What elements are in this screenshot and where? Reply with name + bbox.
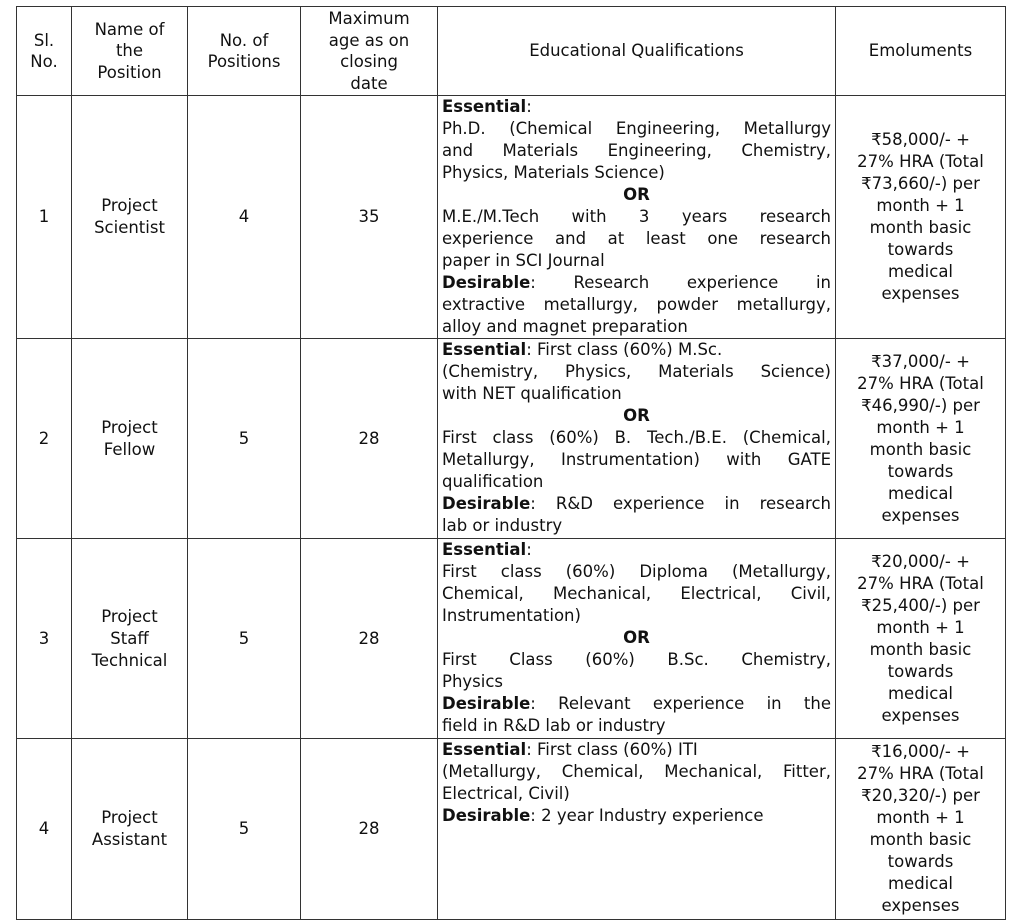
qualification-line: First class (60%) Diploma (Metallurgy, [442, 562, 831, 581]
table-row [17, 739, 1006, 920]
essential-line [442, 739, 831, 761]
emolument-line: medical [887, 483, 954, 503]
essential-text: : First class (60%) ITI [526, 740, 698, 759]
position-name: Project [101, 196, 158, 215]
positions-table [16, 6, 1006, 920]
essential-suffix: : [526, 540, 532, 559]
positions-count-cell: 5 [188, 339, 301, 539]
or-separator: OR [623, 628, 650, 647]
emolument-line: ₹46,990/-) per [861, 395, 980, 415]
qualification-line: Chemical, Mechanical, Electrical, Civil, [442, 584, 831, 603]
emolument-line: 27% HRA (Total [857, 764, 984, 783]
emolument-line: expenses [881, 505, 960, 525]
position-name-cell [72, 739, 188, 920]
emolument-line: expenses [881, 896, 960, 915]
emolument-line: towards [887, 852, 954, 871]
position-name: Project [101, 808, 158, 827]
emolument-line: 27% HRA (Total [857, 152, 984, 171]
emolument-line: medical [887, 262, 954, 281]
emolument-line: medical [887, 683, 954, 703]
header-row [17, 7, 1006, 96]
qualification-line: Instrumentation) [442, 606, 581, 625]
desirable-text: : 2 year Industry experience [530, 806, 764, 825]
qualification-line: First Class (60%) B.Sc. Chemistry, [442, 650, 831, 669]
qualification-line: extractive metallurgy, powder metallurgy, [442, 295, 831, 314]
qualification-line: experience and at least one research [442, 229, 831, 248]
essential-text: : First class (60%) M.Sc. [526, 340, 723, 359]
header-text: Position [97, 62, 162, 82]
qualification-line: with NET qualification [442, 384, 622, 403]
position-name: Scientist [94, 218, 165, 237]
emolument-line: month + 1 [876, 417, 965, 437]
sl-no-cell: 4 [17, 739, 72, 920]
max-age-cell: 28 [301, 539, 438, 739]
header-text: the [115, 41, 144, 61]
emolument-line: expenses [881, 705, 960, 725]
or-separator: OR [623, 185, 650, 204]
qualification-line: First class (60%) B. Tech./B.E. (Chemical, [442, 428, 831, 447]
emolument-line: month + 1 [876, 196, 965, 215]
desirable-text: : R&D experience in research [530, 494, 831, 513]
max-age-cell: 28 [301, 739, 438, 920]
qualification-line: Electrical, Civil) [442, 784, 570, 803]
header-text: No. [30, 52, 58, 71]
header-emoluments: Emoluments [836, 7, 1006, 96]
qualifications-cell [438, 539, 836, 739]
emolument-line: ₹25,400/-) per [861, 595, 980, 615]
emolument-line: month basic [869, 830, 972, 849]
qualification-line: (Chemistry, Physics, Materials Science) [442, 362, 831, 381]
qualification-line: M.E./M.Tech with 3 years research [442, 207, 831, 226]
max-age-cell: 28 [301, 339, 438, 539]
header-text: age as on [328, 30, 410, 50]
emolument-line: towards [887, 240, 954, 259]
emolument-line: towards [887, 461, 954, 481]
desirable-label: Desirable [442, 494, 531, 513]
sl-no-cell: 3 [17, 539, 72, 739]
desirable-label: Desirable [442, 273, 531, 292]
qualification-line: and Materials Engineering, Chemistry, [442, 141, 831, 160]
position-name-cell [72, 96, 188, 339]
emolument-line: 27% HRA (Total [857, 573, 984, 593]
emolument-line: expenses [881, 284, 960, 303]
sl-no-cell: 1 [17, 96, 72, 339]
emolument-line: 27% HRA (Total [857, 373, 984, 393]
qualification-line: Physics, Materials Science) [442, 163, 665, 182]
desirable-text: : Relevant experience in the [530, 694, 831, 713]
table-row [17, 539, 1006, 739]
emolument-line: ₹73,660/-) per [861, 174, 980, 193]
max-age-cell: 35 [301, 96, 438, 339]
essential-line [442, 339, 831, 361]
emolument-line: ₹16,000/- + [871, 742, 970, 761]
positions-count-cell: 4 [188, 96, 301, 339]
header-text: Positions [207, 52, 281, 71]
positions-count-cell: 5 [188, 539, 301, 739]
emolument-line: ₹20,000/- + [871, 551, 970, 571]
essential-label: Essential [442, 740, 527, 759]
emoluments-cell [836, 339, 1006, 539]
qualification-line: Ph.D. (Chemical Engineering, Metallurgy [442, 119, 831, 138]
header-text: No. of [219, 30, 269, 50]
emolument-line: medical [887, 874, 954, 893]
qualification-line: Metallurgy, Instrumentation) with GATE [442, 450, 831, 469]
header-text: Name of [94, 19, 165, 39]
qualifications-cell [438, 339, 836, 539]
table-row [17, 339, 1006, 539]
qualifications-cell [438, 739, 836, 920]
emolument-line: month + 1 [876, 617, 965, 637]
qualification-line: qualification [442, 472, 544, 491]
header-sl-no [17, 7, 72, 96]
emolument-line: ₹20,320/-) per [861, 786, 980, 805]
qualification-line: Physics [442, 672, 504, 691]
header-text: closing [340, 52, 398, 71]
emolument-line: month basic [869, 639, 972, 659]
desirable-text: : Research experience in [530, 273, 831, 292]
or-separator: OR [623, 406, 650, 425]
qualification-line: alloy and magnet preparation [442, 317, 688, 336]
essential-label: Essential [442, 540, 527, 559]
desirable-line [442, 693, 831, 715]
desirable-line [442, 493, 831, 515]
essential-line [442, 539, 831, 561]
position-name: Project [101, 417, 158, 437]
positions-count-cell: 5 [188, 739, 301, 920]
emoluments-cell [836, 96, 1006, 339]
essential-label: Essential [442, 340, 527, 359]
emolument-line: ₹37,000/- + [871, 351, 970, 371]
emolument-line: month basic [869, 439, 972, 459]
position-name: Assistant [91, 830, 168, 849]
qualifications-cell [438, 96, 836, 339]
position-name: Staff [110, 628, 149, 648]
position-name: Fellow [103, 439, 156, 459]
position-name: Technical [91, 650, 168, 670]
header-text: Maximum [328, 9, 410, 28]
qualification-line: lab or industry [442, 516, 563, 535]
qualification-line: paper in SCI Journal [442, 251, 605, 270]
emolument-line: month basic [869, 218, 972, 237]
header-max-age [301, 7, 438, 96]
header-text: Sl. [33, 30, 55, 50]
essential-suffix: : [526, 97, 532, 116]
emolument-line: towards [887, 661, 954, 681]
position-name: Project [101, 606, 158, 626]
emoluments-cell [836, 539, 1006, 739]
emoluments-cell [836, 739, 1006, 920]
position-name-cell [72, 539, 188, 739]
table-row [17, 96, 1006, 339]
header-text: date [350, 73, 388, 93]
desirable-label: Desirable [442, 806, 531, 825]
header-qualifications: Educational Qualifications [438, 7, 836, 96]
qualification-line: (Metallurgy, Chemical, Mechanical, Fitter, [442, 762, 831, 781]
position-name-cell [72, 339, 188, 539]
sl-no-cell: 2 [17, 339, 72, 539]
essential-label: Essential [442, 97, 527, 116]
desirable-line [442, 805, 831, 827]
desirable-line [442, 272, 831, 294]
emolument-line: ₹58,000/- + [871, 130, 970, 149]
header-positions [188, 7, 301, 96]
qualification-line: field in R&D lab or industry [442, 716, 666, 735]
emolument-line: month + 1 [876, 808, 965, 827]
essential-line [442, 96, 831, 118]
desirable-label: Desirable [442, 694, 531, 713]
header-name [72, 7, 188, 96]
